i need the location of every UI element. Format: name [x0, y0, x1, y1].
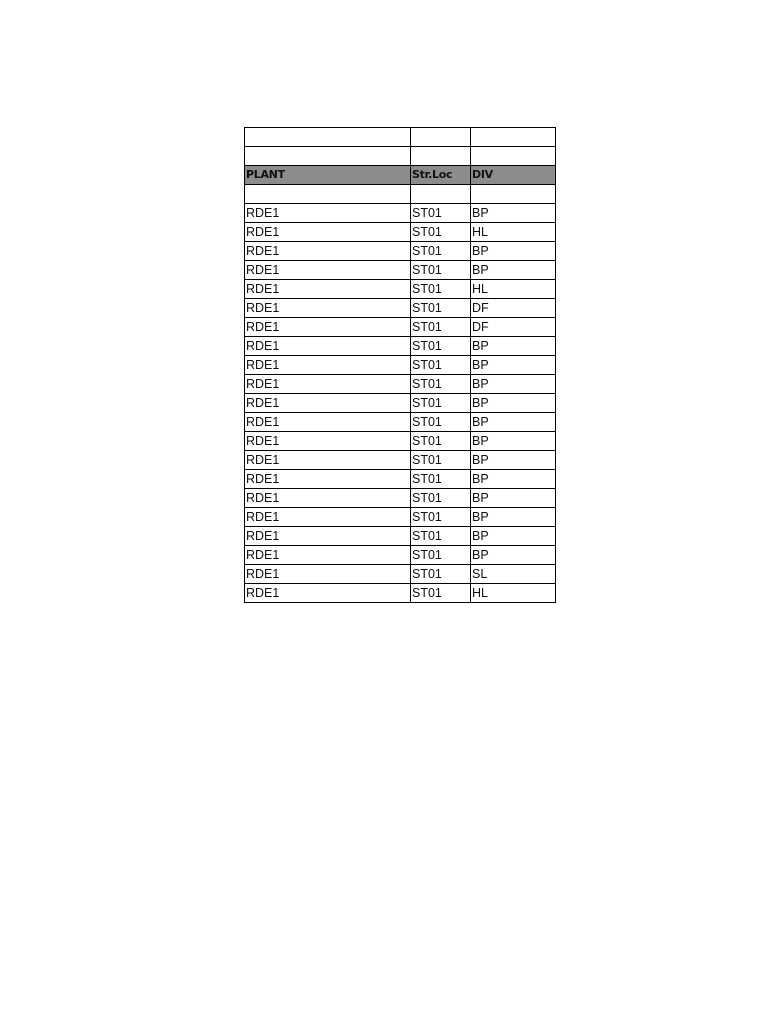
str-loc-cell: ST01	[411, 204, 471, 223]
div-cell: BP	[471, 337, 556, 356]
cell	[245, 185, 411, 204]
table-row	[245, 470, 556, 489]
plant-cell: RDE1	[245, 413, 411, 432]
table-row	[245, 318, 556, 337]
plant-cell: RDE1	[245, 280, 411, 299]
plant-cell: RDE1	[245, 356, 411, 375]
div-cell: BP	[471, 375, 556, 394]
table-row	[245, 584, 556, 603]
str-loc-cell: ST01	[411, 584, 471, 603]
cell	[471, 185, 556, 204]
str-loc-cell: ST01	[411, 508, 471, 527]
str-loc-cell: ST01	[411, 318, 471, 337]
div-cell: BP	[471, 489, 556, 508]
cell	[245, 147, 411, 166]
div-cell: SL	[471, 565, 556, 584]
empty-row	[245, 128, 556, 147]
str-loc-cell: ST01	[411, 280, 471, 299]
plant-cell: RDE1	[245, 508, 411, 527]
div-cell: DF	[471, 318, 556, 337]
str-loc-cell: ST01	[411, 375, 471, 394]
table-row	[245, 565, 556, 584]
str-loc-cell: ST01	[411, 356, 471, 375]
cell	[411, 147, 471, 166]
plant-cell: RDE1	[245, 584, 411, 603]
div-cell: BP	[471, 432, 556, 451]
plant-cell: RDE1	[245, 223, 411, 242]
plant-cell: RDE1	[245, 546, 411, 565]
div-cell: HL	[471, 223, 556, 242]
spreadsheet-table	[244, 127, 556, 603]
plant-cell: RDE1	[245, 565, 411, 584]
table-row	[245, 242, 556, 261]
table-row	[245, 356, 556, 375]
table-row	[245, 337, 556, 356]
table-row	[245, 489, 556, 508]
plant-cell: RDE1	[245, 261, 411, 280]
table-body	[245, 128, 556, 603]
str-loc-cell: ST01	[411, 565, 471, 584]
str-loc-cell: ST01	[411, 261, 471, 280]
cell	[245, 128, 411, 147]
str-loc-cell: ST01	[411, 242, 471, 261]
div-cell: BP	[471, 394, 556, 413]
str-loc-cell: ST01	[411, 432, 471, 451]
cell	[471, 128, 556, 147]
str-loc-cell: ST01	[411, 489, 471, 508]
table-row	[245, 527, 556, 546]
div-cell: BP	[471, 242, 556, 261]
table-row	[245, 451, 556, 470]
plant-cell: RDE1	[245, 470, 411, 489]
plant-cell: RDE1	[245, 527, 411, 546]
div-cell: BP	[471, 527, 556, 546]
empty-row	[245, 185, 556, 204]
plant-cell: RDE1	[245, 489, 411, 508]
table-row	[245, 204, 556, 223]
str-loc-cell: ST01	[411, 470, 471, 489]
column-header-plant: PLANT	[245, 166, 411, 185]
str-loc-cell: ST01	[411, 223, 471, 242]
str-loc-cell: ST01	[411, 394, 471, 413]
column-header-str-loc: Str.Loc	[411, 166, 471, 185]
div-cell: BP	[471, 546, 556, 565]
str-loc-cell: ST01	[411, 299, 471, 318]
empty-row	[245, 147, 556, 166]
div-cell: BP	[471, 356, 556, 375]
table-row	[245, 546, 556, 565]
plant-cell: RDE1	[245, 318, 411, 337]
cell	[471, 147, 556, 166]
str-loc-cell: ST01	[411, 527, 471, 546]
str-loc-cell: ST01	[411, 337, 471, 356]
cell	[411, 185, 471, 204]
table-row	[245, 223, 556, 242]
div-cell: HL	[471, 584, 556, 603]
div-cell: BP	[471, 508, 556, 527]
plant-cell: RDE1	[245, 432, 411, 451]
table-row	[245, 261, 556, 280]
column-header-div: DIV	[471, 166, 556, 185]
div-cell: BP	[471, 204, 556, 223]
div-cell: BP	[471, 413, 556, 432]
plant-cell: RDE1	[245, 337, 411, 356]
div-cell: BP	[471, 470, 556, 489]
str-loc-cell: ST01	[411, 451, 471, 470]
plant-cell: RDE1	[245, 299, 411, 318]
plant-cell: RDE1	[245, 394, 411, 413]
table-row	[245, 413, 556, 432]
table-row	[245, 508, 556, 527]
div-cell: HL	[471, 280, 556, 299]
div-cell: BP	[471, 261, 556, 280]
table-row	[245, 375, 556, 394]
cell	[411, 128, 471, 147]
str-loc-cell: ST01	[411, 546, 471, 565]
plant-cell: RDE1	[245, 204, 411, 223]
div-cell: BP	[471, 451, 556, 470]
plant-cell: RDE1	[245, 242, 411, 261]
div-cell: DF	[471, 299, 556, 318]
table-row	[245, 394, 556, 413]
header-row	[245, 166, 556, 185]
plant-cell: RDE1	[245, 451, 411, 470]
str-loc-cell: ST01	[411, 413, 471, 432]
table-row	[245, 299, 556, 318]
table-row	[245, 280, 556, 299]
table-row	[245, 432, 556, 451]
plant-cell: RDE1	[245, 375, 411, 394]
